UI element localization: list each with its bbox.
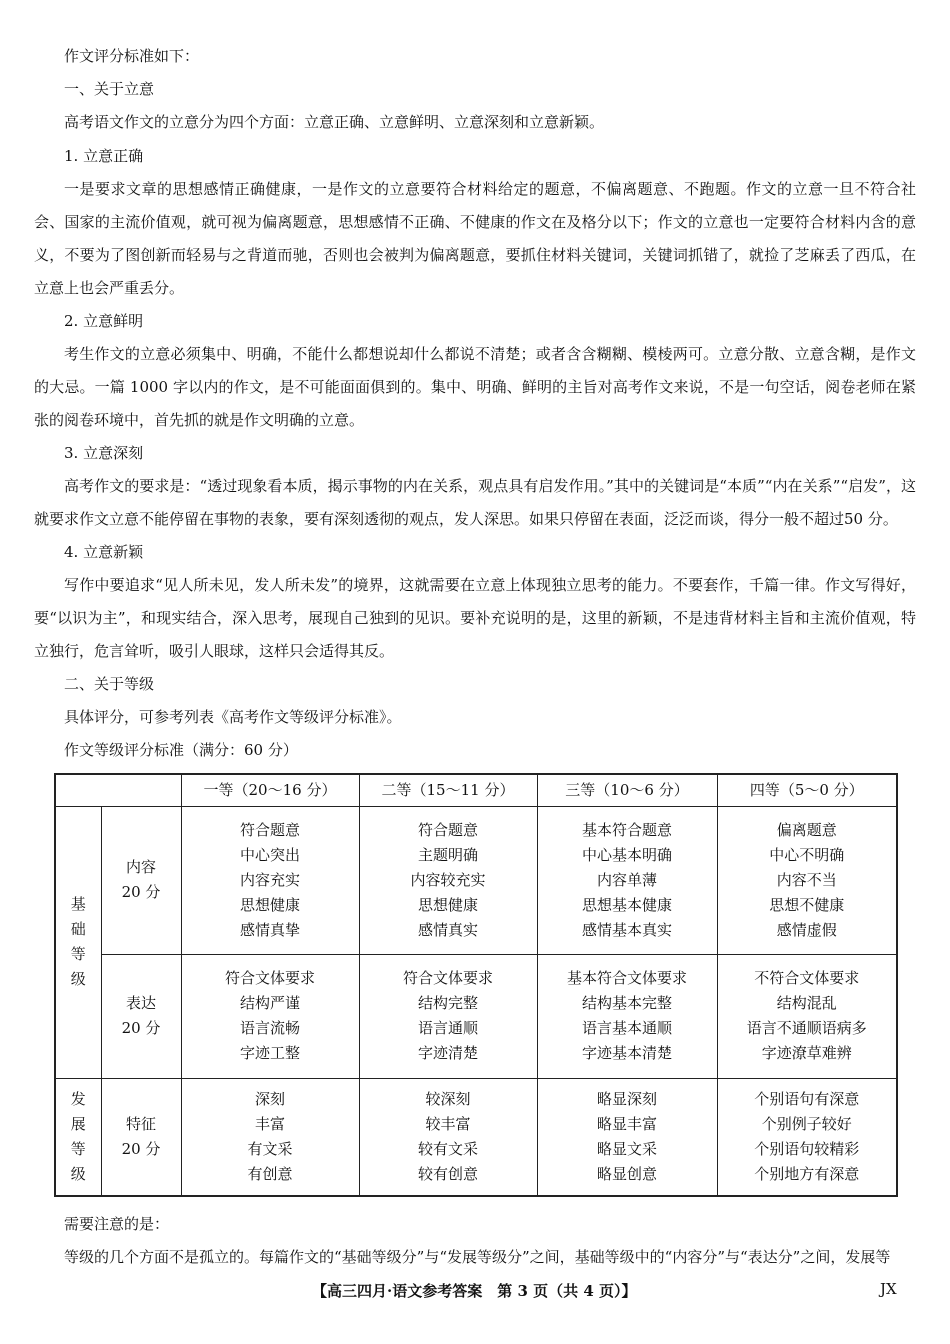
cell-expression-grade-4	[717, 954, 897, 1078]
header-corner-cell	[55, 774, 181, 806]
cell-line: 略显丰富	[596, 1114, 657, 1133]
cell-line: 结构完整	[417, 994, 478, 1012]
cell-line: 深刻	[254, 1089, 285, 1108]
item1-text: 一是要求文章的思想感情正确健康，一是作文的立意要符合材料给定的题意，不偏离题意、不跑题。作文的立意一旦不符合社会、国家的主流价值观，就可视为偏离题意，思想感情不正确、不健康的作文在及格分以下；作文的立意也一定要符合材料内含的意义，不要为了图创新而轻易与之背道而驰，否则也会被判为偏离题意，要抓住材料关键词，关键词抓错了，就捡了芝麻丢了西瓜，在立意上也会严重丢分。	[34, 180, 916, 297]
group-label-char: 级	[70, 970, 86, 988]
table-row-feature	[55, 1078, 897, 1196]
cell-feature-grade-4	[717, 1078, 897, 1196]
cell-line: 字迹清楚	[417, 1044, 478, 1062]
section1-title: 一、关于立意	[64, 80, 155, 98]
section1-intro: 高考语文作文的立意分为四个方面：立意正确、立意鲜明、立意深刻和立意新颖。	[64, 113, 605, 131]
cell-expression-grade-2	[359, 954, 537, 1078]
item2-text: 考生作文的立意必须集中、明确，不能什么都想说却什么都说不清楚；或者含含糊糊、模棱两可。立意分散、立意含糊，是作文的大忌。一篇 1000 字以内的作文，是不可能面面俱到的。集中、明确、鲜明的主旨对高考作文来说，不是一句空话，阅卷老师在紧张的阅卷环境中，首先抓的就是作文明确的立意。	[34, 345, 916, 429]
cell-line: 结构混乱	[776, 994, 837, 1012]
cell-line: 较丰富	[425, 1114, 471, 1133]
header-grade-1: 一等（20～16 分）	[181, 774, 359, 806]
cell-line: 感情真挚	[239, 920, 300, 939]
row-name: 特征	[125, 1114, 156, 1133]
cell-line: 语言流畅	[239, 1019, 300, 1037]
cell-line: 思想不健康	[769, 895, 845, 914]
grading-table	[54, 773, 898, 1197]
notes-title: 需要注意的是：	[64, 1215, 170, 1233]
item1-title: 1. 立意正确	[64, 147, 144, 165]
cell-line: 中心基本明确	[581, 845, 672, 864]
heading: 作文评分标准如下：	[64, 47, 200, 65]
item2-title: 2. 立意鲜明	[64, 312, 144, 330]
table-header-row	[55, 774, 897, 806]
cell-line: 感情基本真实	[581, 920, 672, 939]
item4-title: 4. 立意新颖	[64, 543, 144, 561]
cell-line: 个别语句较精彩	[754, 1139, 860, 1158]
cell-feature-grade-2	[359, 1078, 537, 1196]
cell-line: 不符合文体要求	[754, 969, 860, 987]
cell-line: 符合题意	[239, 820, 300, 839]
group-label-char: 等	[70, 945, 86, 963]
cell-line: 较有创意	[417, 1164, 478, 1183]
group-label-char: 发	[70, 1089, 86, 1108]
cell-line: 语言基本通顺	[581, 1019, 672, 1037]
header-grade-2: 二等（15～11 分）	[359, 774, 537, 806]
item4-text: 写作中要追求“见人所未见，发人所未发”的境界，这就需要在立意上体现独立思考的能力。不要套作，千篇一律。作文写得好，要“以识为主”，和现实结合，深入思考，展现自己独到的见识。要补充说明的是，这里的新颖，不是违背材料主旨和主流价值观，特立独行，危言耸听，吸引人眼球，这样只会适得其反。	[34, 576, 916, 660]
header-grade-3: 三等（10～6 分）	[537, 774, 717, 806]
cell-line: 有创意	[247, 1164, 293, 1183]
cell-line: 语言通顺	[417, 1019, 478, 1037]
cell-line: 内容不当	[776, 870, 837, 889]
row-score: 20 分	[121, 1019, 161, 1037]
cell-line: 思想健康	[239, 895, 300, 914]
cell-line: 丰富	[254, 1114, 285, 1133]
cell-content-grade-1	[181, 806, 359, 954]
cell-line: 较深刻	[425, 1089, 471, 1108]
table-row-expression	[55, 954, 897, 1078]
cell-line: 内容较充实	[410, 870, 486, 889]
item3-text: 高考作文的要求是：“透过现象看本质，揭示事物的内在关系，观点具有启发作用。”其中的关键词是“本质”“内在关系”“启发”，这就要求作文立意不能停留在事物的表象，要有深刻透彻的观点，发人深思。如果只停留在表面，泛泛而谈，得分一般不超过50 分。	[34, 477, 916, 528]
item3-title: 3. 立意深刻	[64, 444, 144, 462]
group-label-char: 基	[70, 895, 86, 913]
cell-feature-grade-3	[537, 1078, 717, 1196]
cell-line: 中心不明确	[769, 845, 845, 864]
cell-line: 字迹潦草难辨	[761, 1044, 852, 1062]
cell-line: 内容单薄	[596, 870, 657, 889]
cell-line: 思想健康	[417, 895, 478, 914]
cell-line: 偏离题意	[776, 820, 837, 839]
cell-line: 略显深刻	[596, 1089, 657, 1108]
cell-line: 略显文采	[596, 1139, 657, 1158]
cell-feature-grade-1	[181, 1078, 359, 1196]
cell-line: 个别地方有深意	[754, 1164, 860, 1183]
cell-line: 字迹工整	[239, 1044, 300, 1062]
group-label-char: 础	[70, 920, 86, 938]
cell-line: 结构基本完整	[581, 994, 672, 1012]
section2-intro: 具体评分，可参考列表《高考作文等级评分标准》。	[64, 708, 402, 726]
footer-code: JX	[880, 1280, 897, 1298]
cell-line: 思想基本健康	[581, 895, 672, 914]
cell-line: 主题明确	[417, 845, 478, 864]
cell-line: 个别例子较好	[761, 1114, 852, 1133]
notes-text: 等级的几个方面不是孤立的。每篇作文的“基础等级分”与“发展等级分”之间，基础等级中的“内容分”与“表达分”之间，发展等	[64, 1248, 891, 1266]
row-label-feature	[101, 1078, 181, 1196]
group-label-basic	[55, 806, 101, 1078]
cell-line: 较有文采	[417, 1139, 478, 1158]
cell-line: 内容充实	[239, 870, 300, 889]
section2-title: 二、关于等级	[64, 675, 155, 693]
cell-expression-grade-1	[181, 954, 359, 1078]
row-label-content	[101, 806, 181, 954]
row-score: 20 分	[121, 883, 161, 901]
cell-content-grade-3	[537, 806, 717, 954]
row-label-expression	[101, 954, 181, 1078]
footer-title: 【高三四月·语文参考答案 第 3 页（共 4 页）】	[312, 1282, 637, 1300]
cell-line: 略显创意	[596, 1164, 657, 1183]
cell-line: 字迹基本清楚	[581, 1044, 672, 1062]
table-row-content	[55, 806, 897, 954]
row-name: 表达	[125, 994, 156, 1012]
header-grade-4: 四等（5～0 分）	[717, 774, 897, 806]
cell-line: 语言不通顺语病多	[746, 1019, 867, 1037]
cell-line: 个别语句有深意	[754, 1089, 860, 1108]
group-label-development	[55, 1078, 101, 1196]
cell-line: 结构严谨	[239, 994, 300, 1012]
cell-line: 感情虚假	[776, 920, 837, 939]
row-name: 内容	[125, 858, 156, 876]
cell-line: 感情真实	[417, 920, 478, 939]
cell-line: 基本符合文体要求	[566, 969, 687, 987]
cell-line: 有文采	[247, 1139, 293, 1158]
cell-expression-grade-3	[537, 954, 717, 1078]
cell-line: 中心突出	[239, 845, 300, 864]
cell-line: 符合题意	[417, 820, 478, 839]
cell-line: 基本符合题意	[581, 820, 672, 839]
cell-content-grade-4	[717, 806, 897, 954]
row-score: 20 分	[121, 1139, 161, 1158]
group-label-char: 展	[70, 1114, 86, 1133]
group-label-char: 等	[70, 1139, 86, 1158]
cell-line: 符合文体要求	[402, 969, 493, 987]
table-caption: 作文等级评分标准（满分：60 分）	[64, 741, 298, 759]
cell-content-grade-2	[359, 806, 537, 954]
group-label-char: 级	[70, 1164, 86, 1183]
cell-line: 符合文体要求	[224, 969, 315, 987]
